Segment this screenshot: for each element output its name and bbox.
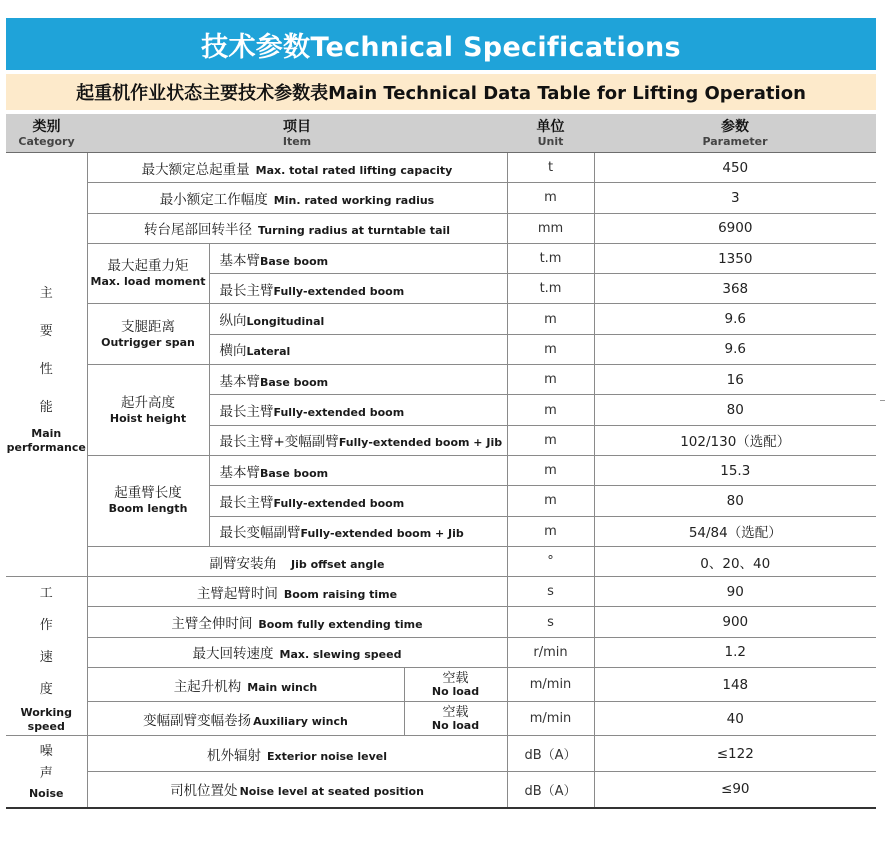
item-zh: 最长主臂 bbox=[219, 404, 274, 421]
item-zh: 主臂全伸时间 bbox=[171, 616, 253, 633]
column-header-item-zh: 项目 bbox=[283, 118, 311, 135]
category-main-char-2: 要 bbox=[39, 323, 53, 339]
parameter-cell: 9.6 bbox=[594, 304, 876, 334]
item-en: Base boom bbox=[260, 254, 329, 268]
unit-cell: m/min bbox=[507, 702, 594, 736]
parameter-cell: 54/84（选配） bbox=[594, 516, 876, 546]
unit-cell: m bbox=[507, 304, 594, 334]
no-load-en: No load bbox=[431, 718, 480, 732]
item-en: Lateral bbox=[246, 345, 291, 359]
item-en: Max. slewing speed bbox=[279, 648, 402, 662]
item-en: Turning radius at turntable tail bbox=[257, 224, 451, 238]
category-noise-en: Noise bbox=[28, 787, 64, 801]
unit-cell: ° bbox=[507, 546, 594, 576]
group-zh: 起升高度 bbox=[121, 394, 175, 411]
unit-cell: s bbox=[507, 577, 594, 607]
item-en: Boom fully extending time bbox=[258, 618, 423, 632]
item-zh: 转台尾部回转半径 bbox=[143, 222, 252, 239]
page-title: 技术参数Technical Specifications bbox=[6, 18, 876, 70]
item-en: Fully-extended boom + Jib bbox=[338, 436, 503, 450]
item-cell bbox=[209, 516, 507, 546]
unit-cell: m bbox=[507, 395, 594, 425]
category-noise-char-2: 声 bbox=[39, 766, 53, 782]
item-en: Longitudinal bbox=[246, 315, 325, 329]
table-row bbox=[6, 455, 876, 485]
category-main-char-3: 性 bbox=[39, 361, 53, 377]
item-en: Jib offset angle bbox=[291, 557, 385, 571]
item-en: Min. rated working radius bbox=[273, 193, 435, 207]
item-en: Auxiliary winch bbox=[253, 714, 348, 728]
spec-table bbox=[6, 114, 876, 809]
item-zh: 变幅副臂变幅卷扬 bbox=[143, 712, 252, 729]
column-header-category-zh: 类别 bbox=[32, 118, 61, 135]
table-row bbox=[6, 365, 876, 395]
item-en: Exterior noise level bbox=[267, 749, 387, 763]
item-cell bbox=[87, 637, 507, 667]
table-row bbox=[6, 183, 876, 213]
category-noise bbox=[6, 736, 87, 808]
no-load-zh: 空载 bbox=[442, 704, 469, 720]
table-row bbox=[6, 607, 876, 637]
item-en: Fully-extended boom bbox=[273, 284, 405, 298]
unit-cell: dB（A） bbox=[507, 736, 594, 772]
category-main-en: Main performance bbox=[6, 426, 86, 454]
table-row bbox=[6, 772, 876, 808]
item-en: Fully-extended boom bbox=[273, 406, 405, 420]
item-cell bbox=[87, 668, 404, 702]
item-cell bbox=[87, 607, 507, 637]
item-en: Main winch bbox=[247, 680, 318, 694]
parameter-cell: 9.6 bbox=[594, 334, 876, 364]
item-zh: 副臂安装角 bbox=[209, 555, 277, 572]
parameter-cell: ≤90 bbox=[594, 772, 876, 808]
item-cell bbox=[87, 213, 507, 243]
unit-cell: mm bbox=[507, 213, 594, 243]
item-zh: 最长变幅副臂 bbox=[219, 525, 301, 542]
unit-cell: m bbox=[507, 365, 594, 395]
item-zh: 司机位置处 bbox=[170, 783, 238, 800]
item-zh: 最大额定总起重量 bbox=[141, 161, 250, 178]
item-cell bbox=[209, 304, 507, 334]
item-cell bbox=[87, 153, 507, 183]
unit-cell: t bbox=[507, 153, 594, 183]
item-zh: 最小额定工作幅度 bbox=[159, 191, 268, 208]
parameter-cell: 900 bbox=[594, 607, 876, 637]
no-load-en: No load bbox=[431, 684, 480, 698]
edge-tick-mark bbox=[880, 400, 885, 401]
parameter-cell: 148 bbox=[594, 668, 876, 702]
table-subtitle: 起重机作业状态主要技术参数表Main Technical Data Table for Lifting Operation bbox=[6, 74, 876, 110]
column-header-unit-en: Unit bbox=[537, 134, 564, 148]
group-en: Hoist height bbox=[109, 411, 187, 425]
parameter-cell: ≤122 bbox=[594, 736, 876, 772]
column-header-parameter-en: Parameter bbox=[702, 134, 768, 148]
item-cell bbox=[209, 395, 507, 425]
item-en: Boom raising time bbox=[283, 587, 398, 601]
parameter-cell: 1.2 bbox=[594, 637, 876, 667]
table-row bbox=[6, 243, 876, 273]
category-main-performance bbox=[6, 153, 87, 577]
unit-cell: m/min bbox=[507, 668, 594, 702]
unit-cell: dB（A） bbox=[507, 772, 594, 808]
column-header-unit-zh: 单位 bbox=[536, 118, 565, 135]
column-header-parameter-zh: 参数 bbox=[721, 118, 750, 135]
group-en: Boom length bbox=[108, 502, 188, 516]
item-cell bbox=[209, 274, 507, 304]
item-zh: 横向 bbox=[219, 343, 247, 360]
item-cell bbox=[87, 736, 507, 772]
group-zh: 最大起重力矩 bbox=[107, 258, 189, 275]
group-load-moment bbox=[87, 243, 209, 304]
item-zh: 基本臂 bbox=[219, 464, 260, 481]
item-en: Base boom bbox=[260, 375, 329, 389]
table-row bbox=[6, 637, 876, 667]
category-main-char-4: 能 bbox=[39, 399, 53, 415]
item-zh: 最大回转速度 bbox=[192, 646, 274, 663]
category-working-char-2: 作 bbox=[39, 618, 53, 634]
table-row bbox=[6, 577, 876, 607]
parameter-cell: 368 bbox=[594, 274, 876, 304]
item-cell bbox=[209, 486, 507, 516]
parameter-cell: 102/130（选配） bbox=[594, 425, 876, 455]
no-load-cell bbox=[404, 668, 507, 702]
item-zh: 最长主臂 bbox=[219, 282, 274, 299]
group-hoist-height bbox=[87, 365, 209, 456]
unit-cell: s bbox=[507, 607, 594, 637]
category-working-char-1: 工 bbox=[39, 586, 53, 602]
parameter-cell: 16 bbox=[594, 365, 876, 395]
group-en: Outrigger span bbox=[101, 335, 195, 349]
unit-cell: m bbox=[507, 334, 594, 364]
table-row bbox=[6, 153, 876, 183]
unit-cell: r/min bbox=[507, 637, 594, 667]
item-zh: 机外辐射 bbox=[207, 747, 262, 764]
parameter-cell: 0、20、40 bbox=[594, 546, 876, 576]
table-row bbox=[6, 736, 876, 772]
category-working-char-3: 速 bbox=[39, 650, 53, 666]
parameter-cell: 6900 bbox=[594, 213, 876, 243]
table-header-row bbox=[6, 114, 876, 153]
item-zh: 最长主臂+变幅副臂 bbox=[219, 434, 339, 451]
parameter-cell: 3 bbox=[594, 183, 876, 213]
category-working-speed bbox=[6, 577, 87, 736]
column-header-item-en: Item bbox=[282, 134, 312, 148]
category-working-char-4: 度 bbox=[39, 682, 53, 698]
item-en: Noise level at seated position bbox=[239, 785, 424, 799]
parameter-cell: 90 bbox=[594, 577, 876, 607]
parameter-cell: 80 bbox=[594, 395, 876, 425]
group-zh: 起重臂长度 bbox=[114, 485, 182, 502]
item-en: Base boom bbox=[260, 466, 329, 480]
item-zh: 基本臂 bbox=[219, 252, 260, 269]
unit-cell: m bbox=[507, 516, 594, 546]
table-row bbox=[6, 304, 876, 334]
item-en: Max. total rated lifting capacity bbox=[255, 163, 453, 177]
item-cell bbox=[87, 183, 507, 213]
table-row bbox=[6, 213, 876, 243]
item-zh: 主起升机构 bbox=[173, 678, 242, 695]
item-zh: 主臂起臂时间 bbox=[196, 585, 278, 602]
item-cell bbox=[209, 425, 507, 455]
column-header-item bbox=[87, 114, 507, 153]
item-cell bbox=[209, 334, 507, 364]
item-en: Fully-extended boom bbox=[273, 496, 405, 510]
item-cell bbox=[87, 772, 507, 808]
category-noise-char-1: 噪 bbox=[39, 744, 53, 760]
item-cell bbox=[87, 702, 404, 736]
parameter-cell: 1350 bbox=[594, 243, 876, 273]
table-row bbox=[6, 546, 876, 576]
unit-cell: m bbox=[507, 183, 594, 213]
group-en: Max. load moment bbox=[90, 275, 206, 289]
no-load-zh: 空载 bbox=[442, 670, 469, 686]
group-outrigger bbox=[87, 304, 209, 365]
parameter-cell: 450 bbox=[594, 153, 876, 183]
unit-cell: t.m bbox=[507, 274, 594, 304]
parameter-cell: 80 bbox=[594, 486, 876, 516]
table-row bbox=[6, 702, 876, 736]
parameter-cell: 15.3 bbox=[594, 455, 876, 485]
category-working-en: Working speed bbox=[20, 706, 72, 734]
column-header-parameter bbox=[594, 114, 876, 153]
unit-cell: t.m bbox=[507, 243, 594, 273]
column-header-unit bbox=[507, 114, 594, 153]
item-cell bbox=[209, 243, 507, 273]
category-main-char-1: 主 bbox=[39, 285, 53, 301]
unit-cell: m bbox=[507, 486, 594, 516]
table-row bbox=[6, 668, 876, 702]
item-cell bbox=[209, 365, 507, 395]
unit-cell: m bbox=[507, 455, 594, 485]
group-boom-length bbox=[87, 455, 209, 546]
item-zh: 纵向 bbox=[219, 313, 247, 330]
item-cell bbox=[209, 455, 507, 485]
no-load-cell bbox=[404, 702, 507, 736]
column-header-category bbox=[6, 114, 87, 153]
item-cell bbox=[87, 577, 507, 607]
column-header-category-en: Category bbox=[18, 134, 75, 148]
group-zh: 支腿距离 bbox=[121, 318, 175, 335]
parameter-cell: 40 bbox=[594, 702, 876, 736]
item-zh: 最长主臂 bbox=[219, 494, 274, 511]
unit-cell: m bbox=[507, 425, 594, 455]
item-cell bbox=[87, 546, 507, 576]
item-zh: 基本臂 bbox=[219, 373, 260, 390]
item-en: Fully-extended boom + Jib bbox=[300, 527, 464, 541]
